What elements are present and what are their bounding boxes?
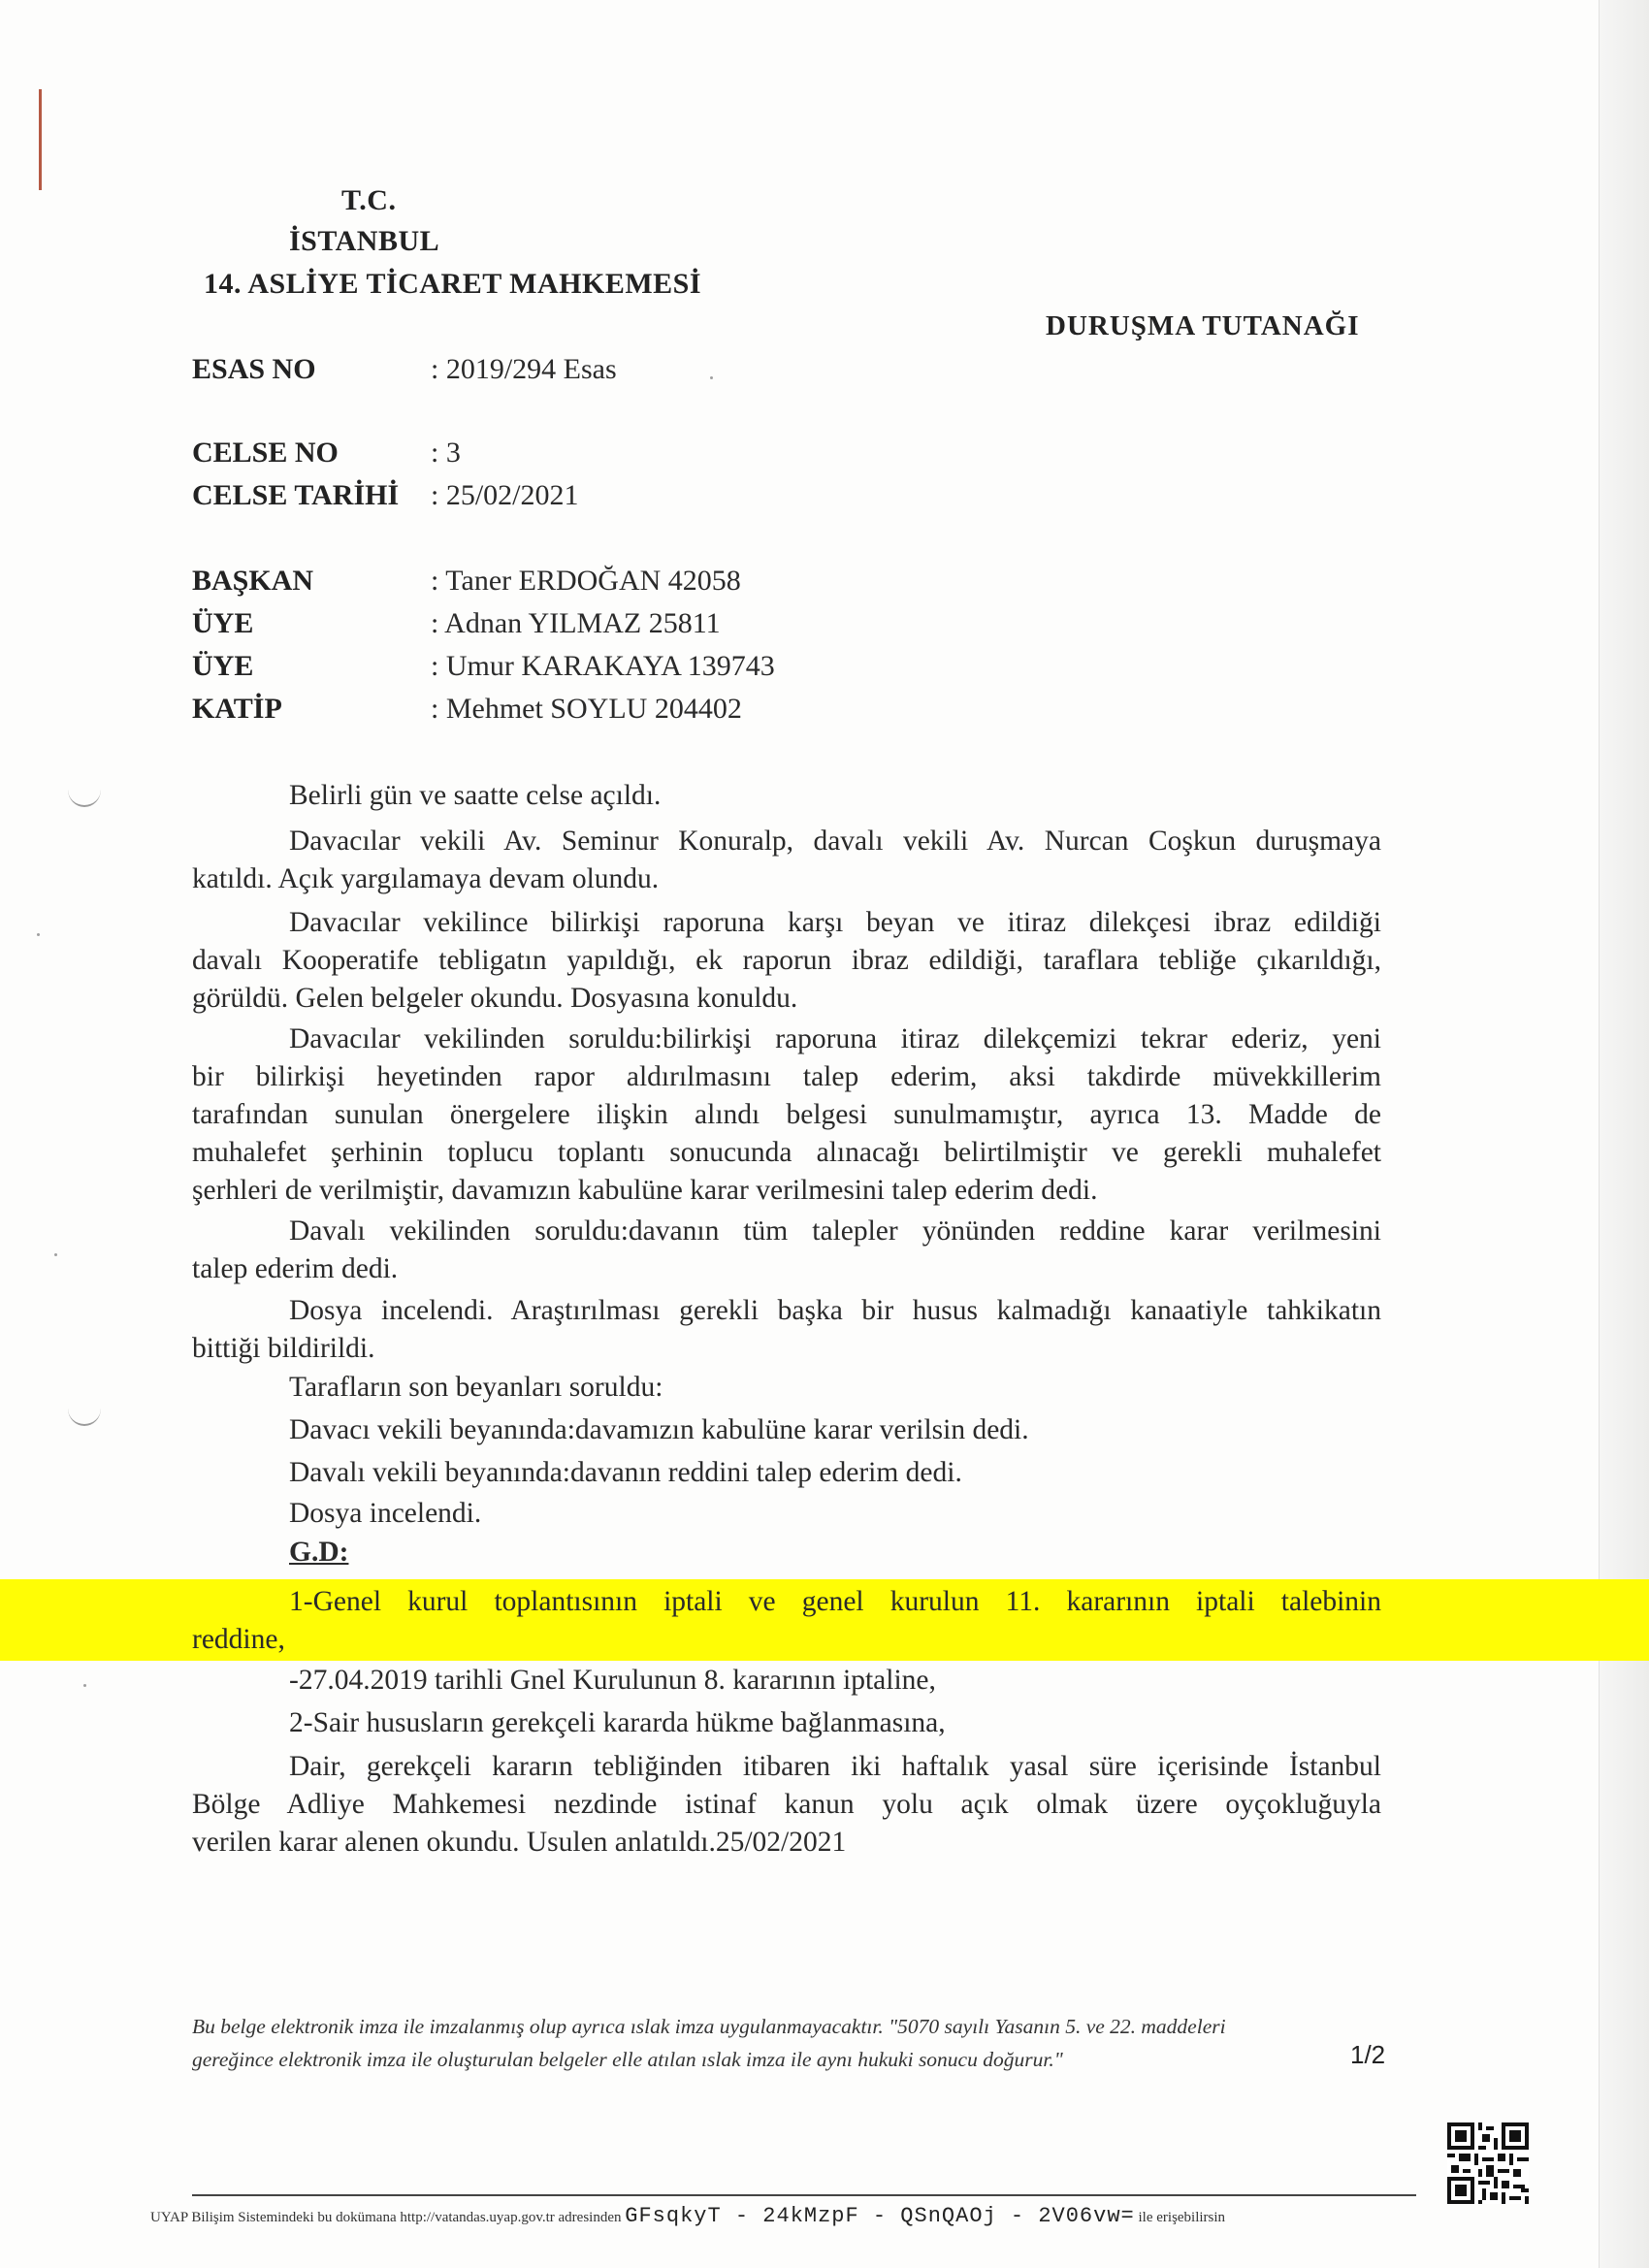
verdict-item-1 <box>192 1583 1381 1659</box>
page-number: 1/2 <box>1350 2040 1386 2069</box>
verdict-item-2: 2-Sair hususların gerekçeli kararda hükme bağlanmasına, <box>289 1707 946 1738</box>
panel-role: KATİP <box>192 693 282 725</box>
text-line: bittiği bildirildi. <box>192 1333 375 1364</box>
text-line: muhalefet şerhinin toplucu toplantı sonucunda alınacağı belirtilmiştir ve gerekli muhalefet <box>192 1137 1381 1168</box>
esas-label: ESAS NO <box>192 353 316 385</box>
scan-speck <box>710 376 713 379</box>
footer-rule <box>192 2194 1416 2196</box>
uyap-prefix: UYAP Bilişim Sistemindeki bu dokümana http://vatandas.uyap.gov.tr adresinden <box>150 2210 622 2225</box>
text-line: verilen karar alenen okundu. Usulen anlatıldı.25/02/2021 <box>192 1827 847 1858</box>
text-line: tarafından sunulan önergelere ilişkin alındı belgesi sunulmamıştır, ayrıca 13. Madde de <box>192 1099 1381 1130</box>
scan-speck <box>37 933 40 936</box>
punch-hole-bottom <box>68 1391 101 1426</box>
text-line: Davalı vekilinden soruldu:davanın tüm talepler yönünden reddine karar verilmesini <box>289 1215 1381 1247</box>
uyap-suffix: ile erişebilirsin <box>1138 2210 1226 2225</box>
margin-red-mark <box>39 89 42 190</box>
text-line: bir bilirkişi heyetinden rapor aldırılmasını talep ederim, aksi takdirde müvekkillerim <box>192 1061 1381 1092</box>
scan-speck <box>54 1253 57 1256</box>
notice-line: Bu belge elektronik imza ile imzalanmış olup ayrıca ıslak imza uygulanmayacaktır. "5070 sayılı Yasanın 5. ve 22. maddeleri <box>192 2015 1226 2038</box>
header-court: 14. ASLİYE TİCARET MAHKEMESİ <box>204 268 702 300</box>
header-country: T.C. <box>341 184 397 216</box>
paragraph-opening: Belirli gün ve saatte celse açıldı. <box>289 780 662 811</box>
panel-name: : Umur KARAKAYA 139743 <box>431 650 775 682</box>
paragraph-defendant-final: Davalı vekili beyanında:davanın reddini talep ederim dedi. <box>289 1457 962 1488</box>
notice-line: gereğince elektronik imza ile oluşturulan belgeler elle atılan ıslak imza ile aynı hukuki sonucu doğurur." <box>192 2048 1063 2071</box>
celse-tarihi-label: CELSE TARİHİ <box>192 479 400 511</box>
paragraph-investigation <box>192 1292 1381 1368</box>
paragraph-plaintiff-final: Davacı vekili beyanında:davamızın kabulüne karar verilsin dedi. <box>289 1414 1029 1445</box>
paragraph-final-statements: Tarafların son beyanları soruldu: <box>289 1372 663 1403</box>
panel-role: ÜYE <box>192 650 254 682</box>
text-line: reddine, <box>192 1624 285 1655</box>
uyap-access-code: GFsqkyT - 24kMzpF - QSnQAOj - 2V06vw= <box>625 2204 1135 2228</box>
text-line: Davacılar vekili Av. Seminur Konuralp, davalı vekili Av. Nurcan Coşkun duruşmaya <box>289 826 1381 857</box>
e-signature-notice <box>192 2010 1364 2076</box>
uyap-access-line <box>150 2204 1225 2228</box>
paragraph-defendant-statement <box>192 1213 1381 1288</box>
verdict-heading: G.D: <box>289 1537 349 1568</box>
paragraph-file-reviewed: Dosya incelendi. <box>289 1498 482 1529</box>
text-line: Bölge Adliye Mahkemesi nezdinde istinaf kanun yolu açık olmak üzere oyçokluğuyla <box>192 1789 1381 1820</box>
panel-name: : Taner ERDOĞAN 42058 <box>431 565 741 597</box>
text-line: görüldü. Gelen belgeler okundu. Dosyasına konuldu. <box>192 983 798 1014</box>
qr-code-icon <box>1447 2122 1529 2204</box>
text-line: Davacılar vekilince bilirkişi raporuna karşı beyan ve itiraz dilekçesi ibraz edildiği <box>289 907 1381 938</box>
verdict-closing <box>192 1748 1381 1862</box>
text-line: Dair, gerekçeli kararın tebliğinden itibaren iki haftalık yasal süre içerisinde İstanbul <box>289 1751 1381 1782</box>
paragraph-plaintiff-statement <box>192 1021 1381 1210</box>
paragraph-objection <box>192 904 1381 1018</box>
panel-name: : Adnan YILMAZ 25811 <box>431 607 721 639</box>
text-line: katıldı. Açık yargılamaya devam olundu. <box>192 863 660 894</box>
text-line: Davacılar vekilinden soruldu:bilirkişi raporuna itiraz dilekçemizi tekrar ederiz, yeni <box>289 1023 1381 1054</box>
text-line: talep ederim dedi. <box>192 1253 399 1284</box>
celse-no-label: CELSE NO <box>192 437 339 469</box>
header-city: İSTANBUL <box>289 225 440 257</box>
punch-hole-top <box>68 772 101 807</box>
panel-name: : Mehmet SOYLU 204402 <box>431 693 742 725</box>
text-line: davalı Kooperatife tebligatın yapıldığı, ek raporun ibraz edildiği, taraflara tebliğe çıkarıldığı, <box>192 945 1381 976</box>
panel-role: BAŞKAN <box>192 565 314 597</box>
celse-no-value: : 3 <box>431 437 461 469</box>
scan-speck <box>83 1684 86 1687</box>
celse-tarihi-value: : 25/02/2021 <box>431 479 579 511</box>
text-line: şerhleri de verilmiştir, davamızın kabulüne karar verilmesini talep ederim dedi. <box>192 1175 1098 1206</box>
verdict-item-1b: -27.04.2019 tarihli Gnel Kurulunun 8. kararının iptaline, <box>289 1665 936 1696</box>
text-line: Dosya incelendi. Araştırılması gerekli başka bir husus kalmadığı kanaatiyle tahkikatın <box>289 1295 1381 1326</box>
document-title: DURUŞMA TUTANAĞI <box>1046 310 1360 341</box>
paragraph-attendance <box>192 823 1381 898</box>
text-line: 1-Genel kurul toplantısının iptali ve genel kurulun 11. kararının iptali talebinin <box>289 1586 1381 1617</box>
page-edge-shadow <box>1599 0 1649 2268</box>
panel-role: ÜYE <box>192 607 254 639</box>
esas-value: : 2019/294 Esas <box>431 353 617 385</box>
